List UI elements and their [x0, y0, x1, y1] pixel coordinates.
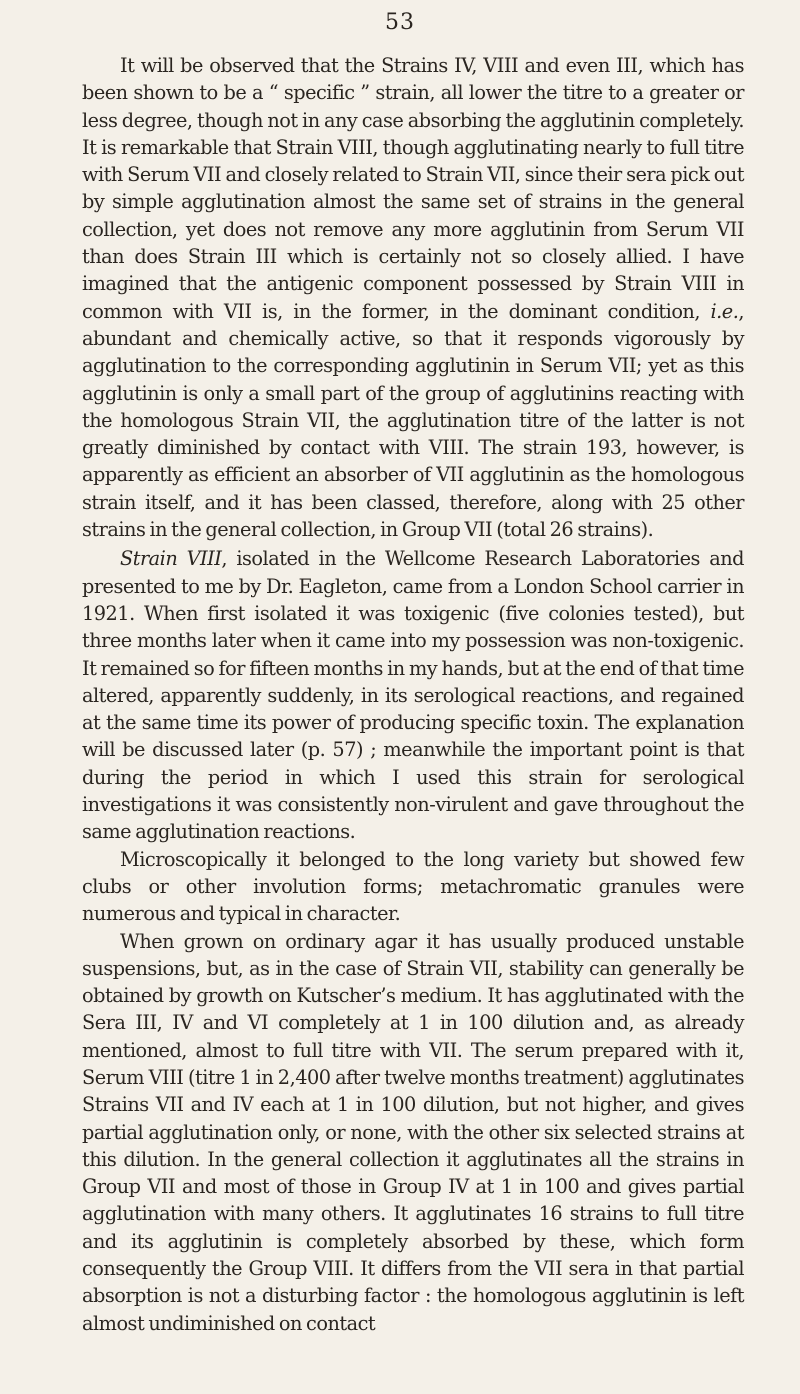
body-text	[82, 52, 744, 1337]
paragraph-agar-growth	[82, 928, 744, 1337]
paragraph-lead-strain-viii: Strain VIII	[120, 547, 222, 571]
paragraph-strain-viii	[82, 545, 744, 845]
paragraph-text: , isolated in the Wellcome Research Laboratories and presented to me by Dr. Eagleton, came from a London School carrier in 1921. When first isolated it was toxigenic (five colonies tested), but three months later when it came into my possession was non-toxigenic. It remained so for fifteen months in my hands, but at the end of that time altered, apparently suddenly, in its serological reactions, and regained at the same time its power of producing specific toxin. The explanation will be discussed later (p. 57) ; meanwhile the important point is that during the period in which I used this strain for serological investigations it was consistently non-virulent and gave throughout the same agglutination reactions.	[82, 547, 744, 844]
paragraph-text: Microscopically it belonged to the long variety but showed few clubs or other involution forms; metachromatic granules were numerous and typical in character.	[82, 847, 744, 926]
paragraph-strain-absorption	[82, 52, 744, 543]
paragraph-text: When grown on ordinary agar it has usually produced unstable suspensions, but, as in the case of Strain VII, stability can generally be obtained by growth on Kutscher’s medium. It has agglutinated with the Sera III, IV and VI completely at 1 in 100 dilution and, as already mentioned, almost to full titre with VII. The serum prepared with it, Serum VIII (titre 1 in 2,400 after twelve months treatment) agglutinates Strains VII and IV each at 1 in 100 dilution, but not higher, and gives partial agglutination only, or none, with the other six selected strains at this dilution. In the general collection it agglutinates all the strains in Group VII and most of those in Group IV at 1 in 100 and gives partial agglutination with many others. It agglutinates 16 strains to full titre and its agglutinin is completely absorbed by these, which form consequently the Group VIII. It differs from the VII sera in that partial absorption is not a disturbing factor : the homologous agglutinin is left almost undiminished on contact	[82, 929, 744, 1335]
paragraph-microscopy	[82, 846, 744, 928]
paragraph-text: It will be observed that the Strains IV, VIII and even III, which has been shown to be a “ specific ” strain, all lower the titre to a greater or less degree, though not in any case absorbing the agglutinin completely. It is remarkable that Strain VIII, though agglutinating nearly to full titre with Serum VII and closely related to Strain VII, since their sera pick out by simple agglutination almost the same set of strains in the general collection, yet does not remove any more agglutinin from Serum VII than does Strain III which is certainly not so closely allied. I have imagined that the antigenic component possessed by Strain VIII in common with VII is, in the former, in the dominant condition, i.e., abundant and chemically active, so that it responds vigorously by agglutination to the corresponding agglutinin in Serum VII; yet as this agglutinin is only a small part of the group of agglutinins reacting with the homologous Strain VII, the agglutination titre of the latter is not greatly diminished by contact with VIII. The strain 193, however, is apparently as efficient an absorber of VII agglutinin as the homologous strain itself, and it has been classed, therefore, along with 25 other strains in the general collection, in Group VII (total 26 strains).	[82, 54, 744, 542]
page-number: 53	[385, 10, 415, 35]
italic-ie: i.e.	[710, 299, 739, 323]
